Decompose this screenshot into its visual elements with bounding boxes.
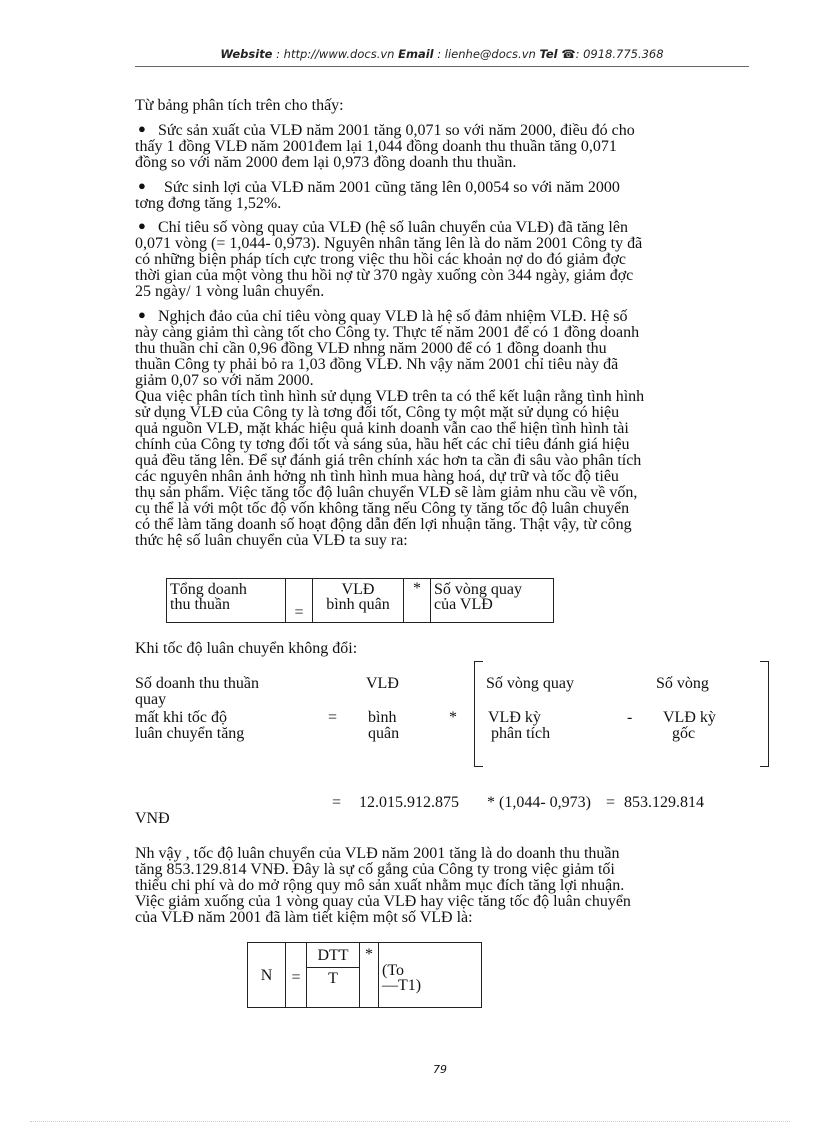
bullet-dot: ● <box>138 218 146 233</box>
email-value: : lienhe@docs.vn <box>437 47 536 61</box>
tel-value: : 0918.775.368 <box>575 47 664 61</box>
email-label: Email <box>398 47 434 61</box>
formula3-t1: —T1) <box>382 977 422 994</box>
calc-factor: * (1,044- 0,973) <box>487 794 591 811</box>
paragraph-1-line: chính của Công ty tơng đối tốt và sáng sủa, hầu hết các chỉ tiêu đánh giá hiệu <box>135 436 630 453</box>
formula-equals: = <box>286 579 313 623</box>
formula-text: Số vòng quay <box>434 581 522 598</box>
formula2-left: Số doanh thu thuần <box>135 675 259 692</box>
calc-result: 853.129.814 <box>624 794 704 811</box>
formula3-numerator: DTT <box>307 943 360 968</box>
bullet-dot: ● <box>138 121 146 136</box>
formula-text: VLĐ <box>341 581 375 598</box>
calc-revenue-value: 12.015.912.875 <box>359 794 459 811</box>
formula2-binh: bình <box>368 709 397 726</box>
paragraph-2-line: Việc giảm xuống của 1 vòng quay của VLĐ hay việc tăng tốc độ luân chuyển <box>135 893 631 910</box>
paragraph-1-line: có thể làm tăng doanh số hoạt động dẫn đến lợi nhuận tăng. Thật vậy, từ công <box>135 516 632 533</box>
formula-text: Tổng doanh <box>170 581 247 598</box>
paragraph-2-line: của VLĐ năm 2001 đã làm tiết kiệm một số VLĐ là: <box>135 909 473 926</box>
paragraph-2-line: thiểu chi phí và do mở rộng quy mô sản xuất nhằm mục đích tăng lợi nhuận. <box>135 877 625 894</box>
bullet-1-line-1: Sức sản xuất của VLĐ năm 2001 tăng 0,071 so với năm 2000, điều đó cho <box>158 122 635 139</box>
website-label: Website <box>220 47 273 61</box>
paragraph-2-line: tăng 853.129.814 VNĐ. Đây là sự cố gắng của Công ty trong việc giảm tối <box>135 861 615 878</box>
formula2-phan-tich: phân tích <box>491 725 551 742</box>
page-number: 79 <box>433 1063 447 1076</box>
paragraph-2-line: Nh vậy , tốc độ luân chuyển của VLĐ năm 2001 tăng là do doanh thu thuần <box>135 845 620 862</box>
paragraph-1-line: cụ thể là với một tốc độ vốn không tăng nếu Công ty tăng tốc độ luân chuyển <box>135 500 630 517</box>
website-url: : http://www.docs.vn <box>276 47 395 61</box>
formula2-vld-ky-goc: VLĐ kỳ <box>663 709 716 726</box>
formula2-svq: Số vòng quay <box>486 675 574 692</box>
formula3-n: N <box>248 943 286 1008</box>
tel-label: Tel <box>539 47 558 61</box>
turnover-formula-table <box>166 578 554 623</box>
page-header <box>135 47 749 61</box>
formula3-to: (To <box>382 962 404 979</box>
formula2-minus: - <box>627 709 633 726</box>
formula-multiply: * <box>404 579 431 623</box>
formula2-vld-ky: VLĐ kỳ <box>488 709 541 726</box>
formula2-left: quay <box>135 691 167 708</box>
paragraph-1-line: các nguyên nhân ảnh hởng nh tình hình mua hàng hoá, dự trữ và tốc độ tiêu <box>135 468 619 485</box>
formula2-equals: = <box>328 709 338 726</box>
bullet-dot: ● <box>138 178 146 193</box>
formula-cell-revenue <box>167 579 286 623</box>
formula-text: của VLĐ <box>434 596 493 613</box>
bullet-3-line-1: Chỉ tiêu số vòng quay của VLĐ (hệ số luân chuyển của VLĐ) đã tăng lên <box>158 219 628 236</box>
bullet-3-line-3: có những biện pháp tích cực trong việc thu hồi các khoản nợ do đó giảm đợc <box>135 251 627 268</box>
saving-formula-table <box>247 942 482 1008</box>
formula2-left: luân chuyển tăng <box>135 725 245 742</box>
calc-unit: VNĐ <box>135 810 170 827</box>
formula3-multiply: * <box>360 943 379 1008</box>
phone-icon: ☎ <box>561 47 576 61</box>
paragraph-1-line: thụ sản phẩm. Việc tăng tốc độ luân chuyển VLĐ sẽ làm giảm nhu cầu về vốn, <box>135 484 638 501</box>
bullet-4-line-5: giảm 0,07 so với năm 2000. <box>135 372 314 389</box>
formula2-goc: gốc <box>672 725 696 742</box>
bullet-2-line-2: tơng đơng tăng 1,52%. <box>135 195 282 212</box>
right-bracket <box>760 661 769 767</box>
constant-speed-label: Khi tốc độ luân chuyển không đổi: <box>135 640 358 657</box>
bullet-4-line-2: này càng giảm thì càng tốt cho Công ty. Thực tế năm 2001 để có 1 đồng doanh <box>135 324 640 341</box>
formula2-left: mất khi tốc độ <box>135 709 227 726</box>
formula-cell-turnover <box>431 579 554 623</box>
formula3-time-cell <box>379 943 482 1008</box>
formula-cell-capital <box>313 579 404 623</box>
formula2-quan: quân <box>368 725 400 742</box>
bullet-3-line-2: 0,071 vòng (= 1,044- 0,973). Nguyên nhân tăng lên là do năm 2001 Công ty đã <box>135 235 643 252</box>
formula3-equals: = <box>286 943 307 1008</box>
bullet-4-line-3: thu thuần chỉ cần 0,96 đồng VLĐ nhng năm 2000 để có 1 đồng doanh thu <box>135 340 607 357</box>
bullet-3-line-5: 25 ngày/ 1 vòng luân chuyển. <box>135 283 325 300</box>
calc-equals-2: = <box>606 794 616 811</box>
paragraph-1-line: quả đều tăng lên. Để sự đánh giá trên chính xác hơn ta cần đi sâu vào phân tích <box>135 452 642 469</box>
bullet-2-line-1: Sức sinh lợi của VLĐ năm 2001 cũng tăng lên 0,0054 so với năm 2000 <box>164 179 620 196</box>
bullet-3-line-4: thời gian của một vòng thu hồi nợ từ 370 ngày xuống còn 344 ngày, giảm đợc <box>135 267 634 284</box>
formula2-vld: VLĐ <box>366 675 399 692</box>
calc-equals: = <box>332 794 342 811</box>
bullet-dot: ● <box>138 307 146 322</box>
bullet-1-line-3: đồng so với năm 2000 đem lại 0,973 đồng doanh thu thuần. <box>135 154 517 171</box>
bullet-4-line-4: thuần Công ty phải bỏ ra 1,03 đồng VLĐ. Nh vậy năm 2001 chỉ tiêu này đã <box>135 356 619 373</box>
footer-dotted-line <box>30 1121 790 1122</box>
formula2-so-vong: Số vòng <box>656 675 709 692</box>
paragraph-1-line: Qua việc phân tích tình hình sử dụng VLĐ trên ta có thể kết luận rằng tình hình <box>135 388 645 405</box>
formula3-denominator: T <box>307 968 360 1008</box>
formula-text: thu thuần <box>170 596 230 613</box>
intro-text: Từ bảng phân tích trên cho thấy: <box>135 97 344 114</box>
formula-text: bình quân <box>326 596 390 613</box>
bullet-4-line-1: Nghịch đảo của chỉ tiêu vòng quay VLĐ là hệ số đảm nhiệm VLĐ. Hệ số <box>158 308 628 325</box>
paragraph-1-line: sử dụng VLĐ của Công ty là tơng đối tốt, Công ty một mặt sử dụng có hiệu <box>135 404 620 421</box>
bullet-1-line-2: thấy 1 đồng VLĐ năm 2001đem lại 1,044 đồng doanh thu thuần tăng 0,071 <box>135 138 617 155</box>
left-bracket <box>474 661 483 767</box>
header-divider <box>135 66 749 67</box>
paragraph-1-line: thức hệ số luân chuyển của VLĐ ta suy ra: <box>135 532 408 549</box>
formula2-multiply: * <box>449 709 457 726</box>
paragraph-1-line: quả nguồn VLĐ, mặt khác hiệu quả kinh doanh vẫn cao thể hiện tình hình tài <box>135 420 629 437</box>
